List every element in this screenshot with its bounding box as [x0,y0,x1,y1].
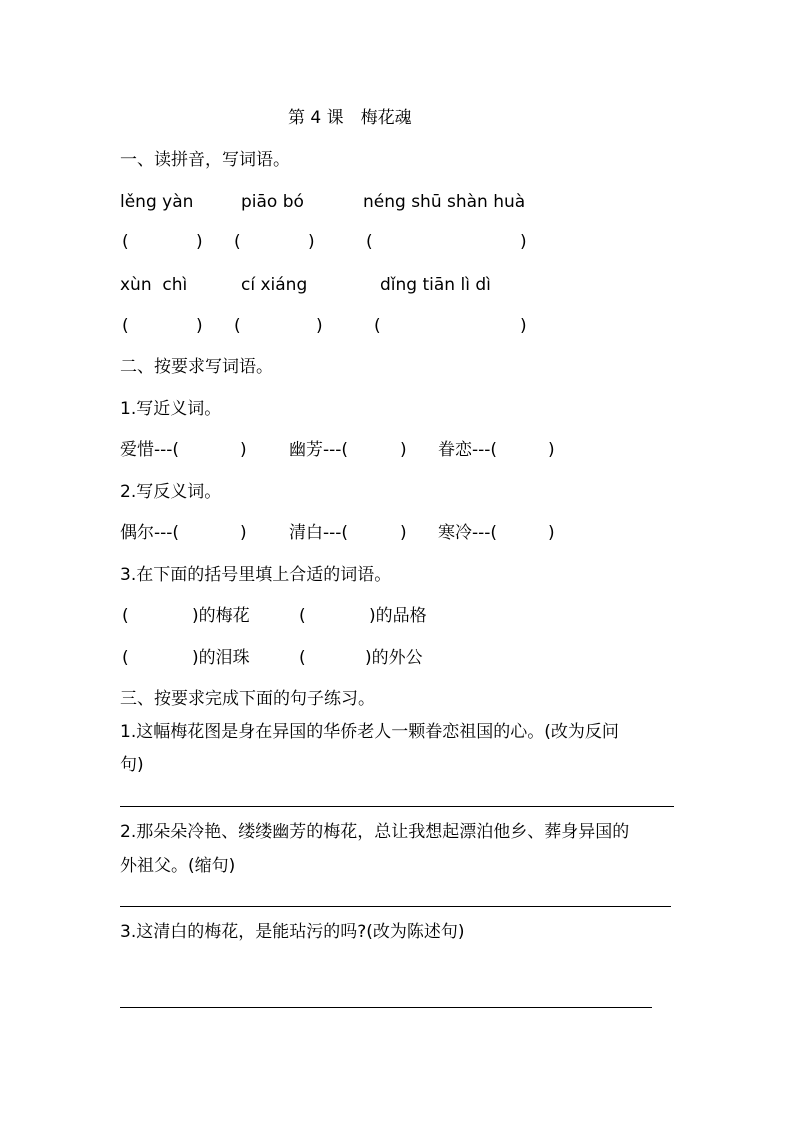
fill-in-label: 3.在下面的括号里填上合适的词语。 [120,565,392,585]
answer-paren-close: ) [520,232,527,252]
antonym-item: 偶尔---( [120,523,180,543]
answer-paren-open: ( [122,316,129,336]
fill-item: )的品格 [369,606,427,626]
antonym-label: 2.写反义词。 [120,482,222,502]
answer-paren-close: ) [196,232,203,252]
synonym-item: 幽芳---( [289,440,349,460]
answer-paren-close: ) [520,316,527,336]
answer-paren-close: ) [308,232,315,252]
section2-heading: 二、按要求写词语。 [120,357,273,377]
pinyin-6: dǐng tiān lì dì [380,275,491,295]
fill-item: )的梅花 [192,606,250,626]
fill-paren-open: ( [122,606,129,626]
antonym-paren-close: ) [400,523,407,543]
antonym-paren-close: ) [240,523,247,543]
antonym-item: 寒冷---( [438,523,498,543]
fill-item: )的外公 [365,648,423,668]
answer-paren-open: ( [234,232,241,252]
fill-paren-open: ( [299,606,306,626]
synonym-label: 1.写近义词。 [120,399,222,419]
pinyin-1: lěng yàn [120,192,194,212]
synonym-paren-close: ) [400,440,407,460]
answer-paren-open: ( [374,316,381,336]
pinyin-3: néng shū shàn huà [363,192,526,212]
synonym-item: 爱惜---( [120,440,180,460]
section3-heading: 三、按要求完成下面的句子练习。 [120,689,375,709]
sentence-q3-line1: 3.这清白的梅花，是能玷污的吗?(改为陈述句) [120,922,465,942]
pinyin-2: piāo bó [241,192,304,212]
synonym-item: 眷恋---( [438,440,498,460]
answer-paren-open: ( [366,232,373,252]
page-title: 第 4 课 梅花魂 [288,108,412,128]
answer-line[interactable] [120,906,671,907]
synonym-paren-close: ) [240,440,247,460]
antonym-paren-close: ) [548,523,555,543]
answer-paren-open: ( [234,316,241,336]
sentence-q1-line2: 句) [120,755,144,775]
sentence-q1-line1: 1.这幅梅花图是身在异国的华侨老人一颗眷恋祖国的心。(改为反问 [120,722,619,742]
fill-paren-open: ( [122,648,129,668]
answer-paren-close: ) [316,316,323,336]
answer-paren-close: ) [196,316,203,336]
pinyin-4: xùn chì [120,275,188,295]
antonym-item: 清白---( [289,523,349,543]
sentence-q2-line2: 外祖父。(缩句) [120,856,236,876]
section1-heading: 一、读拼音，写词语。 [120,150,290,170]
answer-line[interactable] [120,1007,652,1008]
sentence-q2-line1: 2.那朵朵冷艳、缕缕幽芳的梅花，总让我想起漂泊他乡、葬身异国的 [120,822,630,842]
fill-paren-open: ( [299,648,306,668]
fill-item: )的泪珠 [192,648,250,668]
answer-line[interactable] [120,806,674,807]
answer-paren-open: ( [122,232,129,252]
synonym-paren-close: ) [548,440,555,460]
pinyin-5: cí xiáng [241,275,308,295]
